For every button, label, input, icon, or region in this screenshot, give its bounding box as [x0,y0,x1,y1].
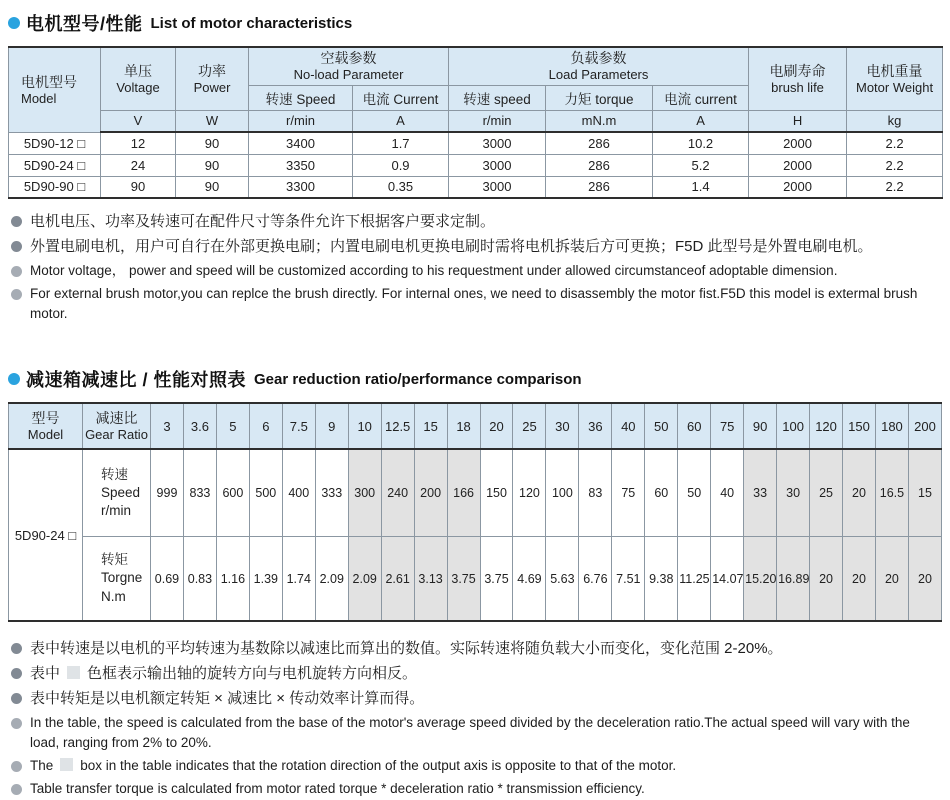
torque-value-cell: 1.39 [249,536,282,621]
note-item [11,779,942,799]
torque-value-cell: 20 [843,536,876,621]
header-power [176,47,249,110]
ratio-header-cell: 40 [612,403,645,449]
torque-value-cell: 3.13 [414,536,447,621]
bullet-icon [11,693,22,704]
value-cell: 2000 [749,176,847,198]
value-cell: 1.7 [353,132,449,154]
value-cell: 0.9 [353,154,449,176]
ratio-header-cell: 100 [777,403,810,449]
gray-box-swatch [67,666,80,679]
note-text: 外置电刷电机，用户可自行在外部更换电刷；内置电刷电机更换电刷时需将电机拆装后方可更换；F5D 此型号是外置电刷电机。 [30,237,873,255]
header-noload-speed: 转速 Speed [249,85,353,110]
header-voltage-zh: 单压 [124,62,152,79]
torque-value-cell: 11.25 [678,536,711,621]
speed-value-cell: 83 [579,449,612,536]
speed-value-cell: 16.5 [875,449,908,536]
speed-value-cell: 30 [777,449,810,536]
ratio-header-cell: 9 [315,403,348,449]
header-power-en: Power [193,79,231,95]
unit-load-speed: r/min [449,110,546,132]
note-text: 表中转速是以电机的平均转速为基数除以减速比而算出的数值。实际转速将随负载大小而变化，变化范围 2-20%。 [30,640,783,658]
header-brush-en: brush life [771,79,824,95]
unit-weight: kg [847,110,943,132]
torque-label-zh: 转矩 [101,552,128,568]
header-load-torque: 力矩 torque [546,85,653,110]
gear-header-ratio-zh: 减速比 [95,410,138,427]
speed-value-cell: 150 [480,449,513,536]
value-cell: 24 [101,154,176,176]
value-cell: 286 [546,132,653,154]
motor-notes [11,211,942,324]
speed-label-unit: r/min [101,503,131,519]
note-item [11,688,942,710]
gear-header-model-zh: 型号 [31,410,60,427]
gear-model-cell: 5D90-24 □ [9,449,83,621]
value-cell: 2.2 [847,154,943,176]
unit-noload-current: A [353,110,449,132]
note-text: Table transfer torque is calculated from motor rated torque * deceleration ratio * transmission efficiency. [30,781,645,797]
gray-box-swatch [60,758,73,771]
gear-table [8,402,942,622]
note-item [11,236,942,258]
bullet-icon [11,643,22,654]
speed-value-cell: 500 [249,449,282,536]
value-cell: 2.2 [847,176,943,198]
note-item [11,211,942,233]
torque-value-cell: 20 [875,536,908,621]
torque-value-cell: 15.20 [744,536,777,621]
value-cell: 90 [176,176,249,198]
value-cell: 2000 [749,132,847,154]
ratio-header-cell: 7.5 [282,403,315,449]
ratio-header-cell: 3.6 [183,403,216,449]
model-cell: 5D90-24 □ [9,154,101,176]
ratio-header-cell: 60 [678,403,711,449]
ratio-header-cell: 18 [447,403,480,449]
speed-label-en: Speed [101,484,141,500]
ratio-header-cell: 150 [843,403,876,449]
value-cell: 10.2 [653,132,749,154]
header-noload-en: No-load Parameter [293,67,404,83]
table-row [9,132,943,154]
torque-value-cell: 16.89 [777,536,810,621]
value-cell: 3400 [249,132,353,154]
note-item [11,261,942,281]
speed-value-cell: 33 [744,449,777,536]
note-item [11,756,942,776]
note-text-pre: The [30,758,54,773]
value-cell: 5.2 [653,154,749,176]
header-weight-zh: 电机重量 [866,62,923,79]
value-cell: 286 [546,154,653,176]
section-title-en: List of motor characteristics [150,14,353,32]
note-text: Motor voltage， power and speed will be customized according to his requestment under allowed circumstanceof adoptable dimension. [30,262,838,278]
model-cell: 5D90-90 □ [9,176,101,198]
table-row [9,176,943,198]
note-item [11,713,942,754]
speed-value-cell: 60 [645,449,678,536]
note-text-post: box in the table indicates that the rotation direction of the output axis is opposite to that of the motor. [80,758,677,773]
header-model-zh: 电机型号 [21,73,77,90]
value-cell: 90 [176,132,249,154]
ratio-header-cell: 90 [744,403,777,449]
header-row-groups [9,47,943,85]
torque-value-cell: 0.83 [183,536,216,621]
torque-value-cell: 14.07 [711,536,744,621]
torque-value-cell: 6.76 [579,536,612,621]
speed-value-cell: 50 [678,449,711,536]
header-load-en: Load Parameters [548,67,649,83]
torque-value-cell: 2.09 [315,536,348,621]
ratio-header-cell: 75 [711,403,744,449]
gear-header-ratio [83,403,151,449]
bullet-icon [11,668,22,679]
ratio-header-cell: 30 [546,403,579,449]
torque-value-cell: 7.51 [612,536,645,621]
torque-value-cell: 1.74 [282,536,315,621]
torque-value-cell: 5.63 [546,536,579,621]
speed-row-label [83,449,151,536]
header-weight-en: Motor Weight [855,79,934,95]
table-row [9,154,943,176]
torque-value-cell: 9.38 [645,536,678,621]
header-group-load [449,47,749,85]
torque-value-cell: 3.75 [447,536,480,621]
value-cell: 1.4 [653,176,749,198]
header-voltage-en: Voltage [116,79,160,95]
value-cell: 90 [176,154,249,176]
speed-label-zh: 转速 [101,466,128,482]
torque-value-cell: 20 [810,536,843,621]
ratio-header-cell: 3 [151,403,184,449]
unit-load-current: A [653,110,749,132]
note-text-post: 色框表示输出轴的旋转方向与电机旋转方向相反。 [87,665,418,682]
note-text: In the table, the speed is calculated from the base of the motor's average speed divided by the deceleration ratio.The actual speed will vary with the load, ranging from 2% to 20%. [30,714,910,750]
header-brush-zh: 电刷寿命 [769,62,826,79]
bullet-icon [11,216,22,227]
speed-value-cell: 200 [414,449,447,536]
blue-dot-icon [8,17,20,29]
section-title-en: Gear reduction ratio/performance comparison [254,370,582,388]
torque-row [9,536,942,621]
speed-value-cell: 300 [348,449,381,536]
speed-value-cell: 240 [381,449,414,536]
note-item [11,663,942,685]
speed-value-cell: 40 [711,449,744,536]
gear-header-model [9,403,83,449]
note-text: For external brush motor,you can replce the brush directly. For internal ones, we need to disassembly the motor fist.F5D this model is extermal brush motor. [30,285,918,321]
model-cell: 5D90-12 □ [9,132,101,154]
note-text [30,756,676,776]
ratio-header-cell: 36 [579,403,612,449]
unit-noload-speed: r/min [249,110,353,132]
speed-value-cell: 100 [546,449,579,536]
header-load-zh: 负载参数 [570,50,627,67]
ratio-header-cell: 20 [480,403,513,449]
bullet-icon [11,784,22,795]
note-item [11,638,942,660]
value-cell: 0.35 [353,176,449,198]
header-group-noload [249,47,449,85]
unit-load-torque: mN.m [546,110,653,132]
ratio-header-cell: 25 [513,403,546,449]
gear-header-row [9,403,942,449]
value-cell: 3350 [249,154,353,176]
speed-value-cell: 25 [810,449,843,536]
torque-label-en: Torgne [101,570,143,586]
note-text: 电机电压、功率及转速可在配件尺寸等条件允许下根据客户要求定制。 [30,213,496,230]
section-title-motor [8,10,942,36]
ratio-header-cell: 200 [908,403,941,449]
value-cell: 3000 [449,176,546,198]
header-brush-life [749,47,847,110]
unit-voltage: V [101,110,176,132]
value-cell: 2.2 [847,132,943,154]
section-title-gear [8,366,942,392]
ratio-header-cell: 50 [645,403,678,449]
unit-brush-life: H [749,110,847,132]
gear-header-ratio-en: Gear Ratio [85,427,148,443]
section-title-zh: 减速箱减速比 / 性能对照表 [26,370,247,391]
ratio-header-cell: 180 [875,403,908,449]
header-noload-current: 电流 Current [353,85,449,110]
torque-value-cell: 1.16 [216,536,249,621]
header-voltage [101,47,176,110]
units-row [9,110,943,132]
bullet-icon [11,266,22,277]
bullet-icon [11,289,22,300]
value-cell: 3300 [249,176,353,198]
bullet-icon [11,241,22,252]
speed-value-cell: 120 [513,449,546,536]
ratio-header-cell: 10 [348,403,381,449]
note-text: 表中转矩是以电机额定转矩 × 减速比 × 传动效率计算而得。 [30,689,425,707]
ratio-header-cell: 6 [249,403,282,449]
value-cell: 90 [101,176,176,198]
gear-notes [11,638,942,799]
note-text-pre: 表中 [30,665,61,682]
header-model [9,47,101,132]
note-item [11,284,942,325]
speed-value-cell: 15 [908,449,941,536]
gear-header-model-en: Model [27,427,64,443]
torque-value-cell: 0.69 [151,536,184,621]
section-title-zh: 电机型号/性能 [26,14,143,34]
torque-value-cell: 2.09 [348,536,381,621]
blue-dot-icon [8,373,20,385]
speed-value-cell: 400 [282,449,315,536]
header-noload-zh: 空载参数 [320,50,377,67]
torque-label-unit: N.m [101,588,126,604]
speed-value-cell: 999 [151,449,184,536]
unit-power: W [176,110,249,132]
header-model-en: Model [21,90,57,106]
speed-value-cell: 75 [612,449,645,536]
ratio-header-cell: 12.5 [381,403,414,449]
speed-value-cell: 833 [183,449,216,536]
ratio-header-cell: 5 [216,403,249,449]
speed-value-cell: 600 [216,449,249,536]
value-cell: 286 [546,176,653,198]
value-cell: 3000 [449,154,546,176]
torque-value-cell: 4.69 [513,536,546,621]
speed-value-cell: 20 [843,449,876,536]
torque-value-cell: 3.75 [480,536,513,621]
header-motor-weight [847,47,943,110]
note-text [30,663,417,685]
ratio-header-cell: 15 [414,403,447,449]
speed-value-cell: 166 [447,449,480,536]
speed-row [9,449,942,536]
value-cell: 12 [101,132,176,154]
motor-table [8,46,943,199]
value-cell: 2000 [749,154,847,176]
torque-row-label [83,536,151,621]
ratio-header-cell: 120 [810,403,843,449]
torque-value-cell: 2.61 [381,536,414,621]
header-power-zh: 功率 [198,62,226,79]
header-load-speed: 转速 speed [449,85,546,110]
torque-value-cell: 20 [908,536,941,621]
header-load-current: 电流 current [653,85,749,110]
speed-value-cell: 333 [315,449,348,536]
value-cell: 3000 [449,132,546,154]
bullet-icon [11,761,22,772]
